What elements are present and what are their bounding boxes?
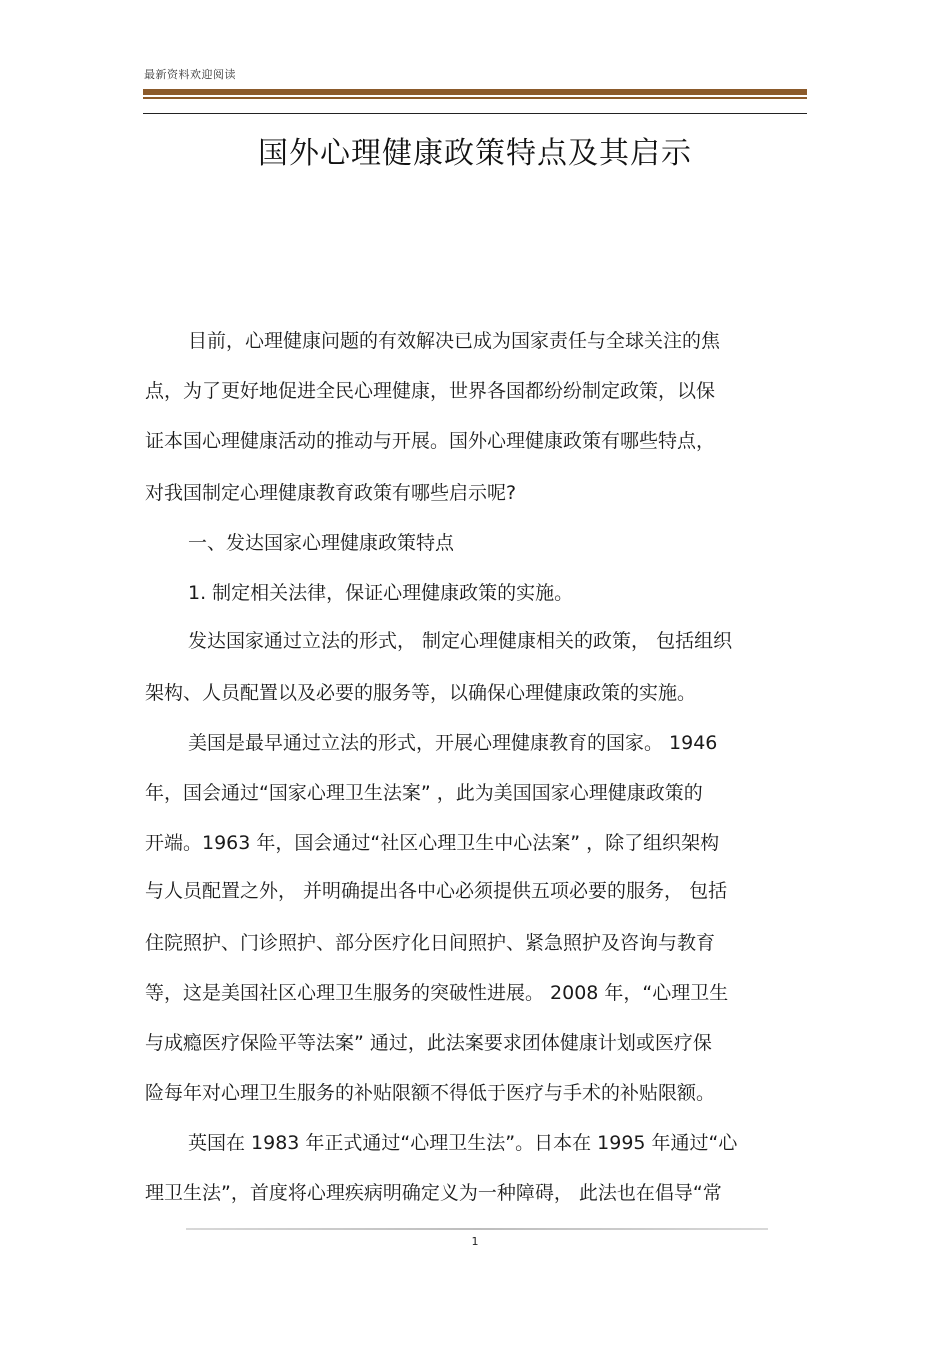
text-line-2: 点，为了更好地促进全民心理健康，世界各国都纷纷制定政策，以保 <box>145 380 716 402</box>
text-line-15: 与成瘾医疗保险平等法案” 通过，此法案要求团体健康计划或医疗保 <box>145 1032 712 1054</box>
text-line-9: 美国是最早通过立法的形式，开展心理健康教育的国家。 1946 <box>188 732 718 754</box>
header-rule-thick <box>143 89 807 95</box>
text-line-1: 目前，心理健康问题的有效解决已成为国家责任与全球关注的焦 <box>188 330 721 352</box>
text-line-12: 与人员配置之外， 并明确提出各中心必须提供五项必要的服务， 包括 <box>145 880 728 902</box>
footer-rule <box>186 1228 768 1230</box>
text-line-18: 理卫生法”，首度将心理疾病明确定义为一种障碍， 此法也在倡导“常 <box>145 1182 722 1204</box>
text-line-11: 开端。1963 年，国会通过“社区心理卫生中心法案” ，除了组织架构 <box>145 832 720 854</box>
running-header: 最新资料欢迎阅读 <box>144 68 236 81</box>
header-rule-thin <box>143 97 807 99</box>
document-title: 国外心理健康政策特点及其启示 <box>258 136 692 171</box>
text-line-16: 险每年对心理卫生服务的补贴限额不得低于医疗与手术的补贴限额。 <box>145 1082 716 1104</box>
text-line-14: 等，这是美国社区心理卫生服务的突破性进展。 2008 年，“心理卫生 <box>145 982 729 1004</box>
text-line-3: 证本国心理健康活动的推动与开展。国外心理健康政策有哪些特点， <box>145 430 716 452</box>
section-heading: 一、发达国家心理健康政策特点 <box>188 532 455 554</box>
text-line-13: 住院照护、门诊照护、部分医疗化日间照护、紧急照护及咨询与教育 <box>145 932 716 954</box>
subsection-heading: 1. 制定相关法律，保证心理健康政策的实施。 <box>188 582 574 604</box>
page-number: 1 <box>471 1235 479 1248</box>
text-line-10: 年，国会通过“国家心理卫生法案” ，此为美国国家心理健康政策的 <box>145 782 703 804</box>
text-line-7: 发达国家通过立法的形式， 制定心理健康相关的政策， 包括组织 <box>188 630 733 652</box>
text-line-8: 架构、人员配置以及必要的服务等，以确保心理健康政策的实施。 <box>145 682 697 704</box>
text-line-4: 对我国制定心理健康教育政策有哪些启示呢? <box>145 482 517 504</box>
text-line-17: 英国在 1983 年正式通过“心理卫生法”。日本在 1995 年通过“心 <box>188 1132 738 1154</box>
header-rule-black <box>143 113 807 114</box>
